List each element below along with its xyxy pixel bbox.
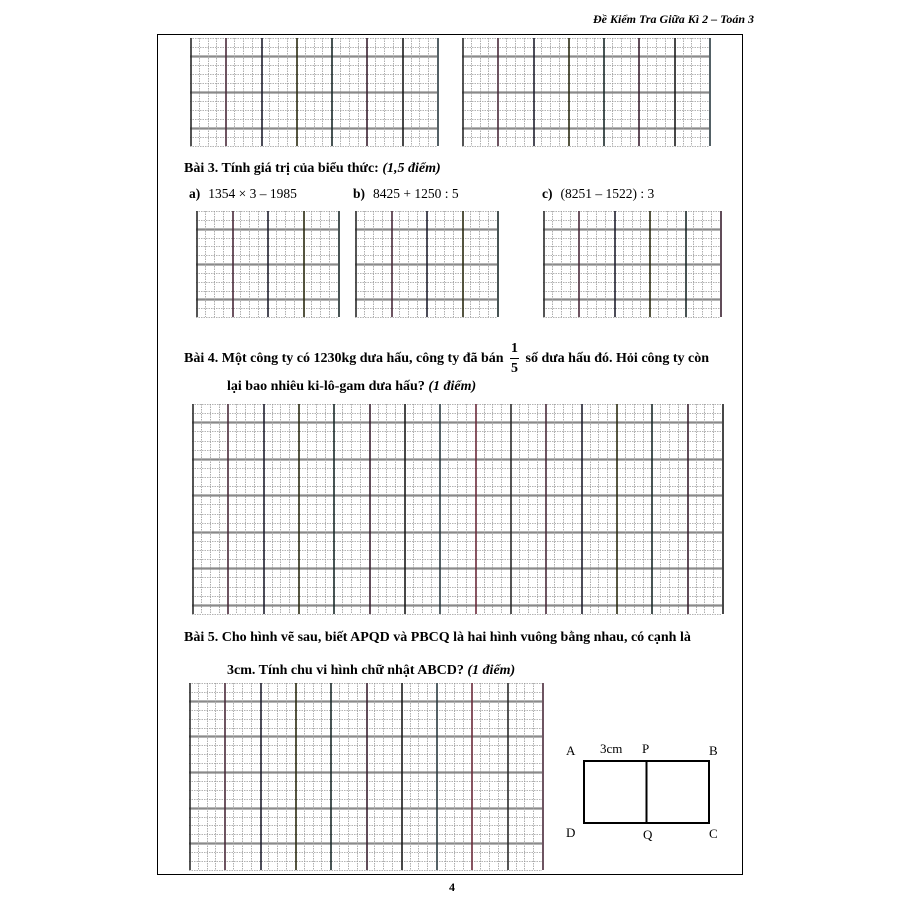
label-q: Q xyxy=(643,827,653,842)
page-number: 4 xyxy=(449,880,455,894)
bai3-item-b-expression: 8425 + 1250 : 5 xyxy=(373,186,459,201)
bai4-line2-text: lại bao nhiêu ki-lô-gam dưa hấu? xyxy=(227,379,425,394)
bai5-line1: Bài 5. Cho hình vẽ sau, biết APQD và PBCQ là hai hình vuông bằng nhau, có cạnh là xyxy=(184,630,691,645)
fraction-numerator: 1 xyxy=(510,342,519,359)
label-d: D xyxy=(566,825,576,840)
label-p: P xyxy=(642,741,650,756)
answer-grid-bai5 xyxy=(189,683,544,871)
answer-grid-top-left xyxy=(190,38,439,147)
bai3-item-c-label: c) xyxy=(542,186,553,201)
bai3-item-b-label: b) xyxy=(353,186,366,201)
bai4-heading-part2: số dưa hấu đó. Hỏi công ty còn xyxy=(525,351,709,367)
fraction-denominator: 5 xyxy=(511,361,519,376)
answer-grid-top-right xyxy=(462,38,711,147)
bai5-line2 xyxy=(227,663,515,679)
bai3-points: (1,5 điểm) xyxy=(382,161,441,176)
bai3-item-a xyxy=(189,186,297,202)
label-c: C xyxy=(709,826,718,841)
bai5-line2-text: 3cm. Tính chu vi hình chữ nhật ABCD? xyxy=(227,663,464,678)
bai3-heading-text: Bài 3. Tính giá trị của biểu thức: xyxy=(184,161,379,176)
answer-grid-bai4 xyxy=(192,404,724,615)
bai4-heading xyxy=(184,342,709,376)
label-b: B xyxy=(709,743,718,758)
bai3-item-a-label: a) xyxy=(189,186,201,201)
answer-grid-bai3-a xyxy=(196,211,340,318)
bai4-line2 xyxy=(227,379,476,395)
bai3-item-c-expression: (8251 – 1522) : 3 xyxy=(560,186,655,201)
label-side-length: 3cm xyxy=(600,741,623,756)
answer-grid-bai3-c xyxy=(543,211,722,318)
bai4-points: (1 điểm) xyxy=(428,379,477,394)
bai3-item-b xyxy=(353,186,459,202)
bai4-fraction xyxy=(510,342,519,376)
bai3-item-a-expression: 1354 × 3 – 1985 xyxy=(208,186,297,201)
label-a: A xyxy=(566,743,576,758)
bai3-heading xyxy=(184,161,441,177)
answer-grid-bai3-b xyxy=(355,211,499,318)
bai4-heading-part1: Bài 4. Một công ty có 1230kg dưa hấu, công ty đã bán xyxy=(184,351,504,367)
bai3-item-c xyxy=(542,186,654,202)
bai5-points: (1 điểm) xyxy=(467,663,516,678)
document-header: Đề Kiểm Tra Giữa Kì 2 – Toán 3 xyxy=(593,12,754,26)
